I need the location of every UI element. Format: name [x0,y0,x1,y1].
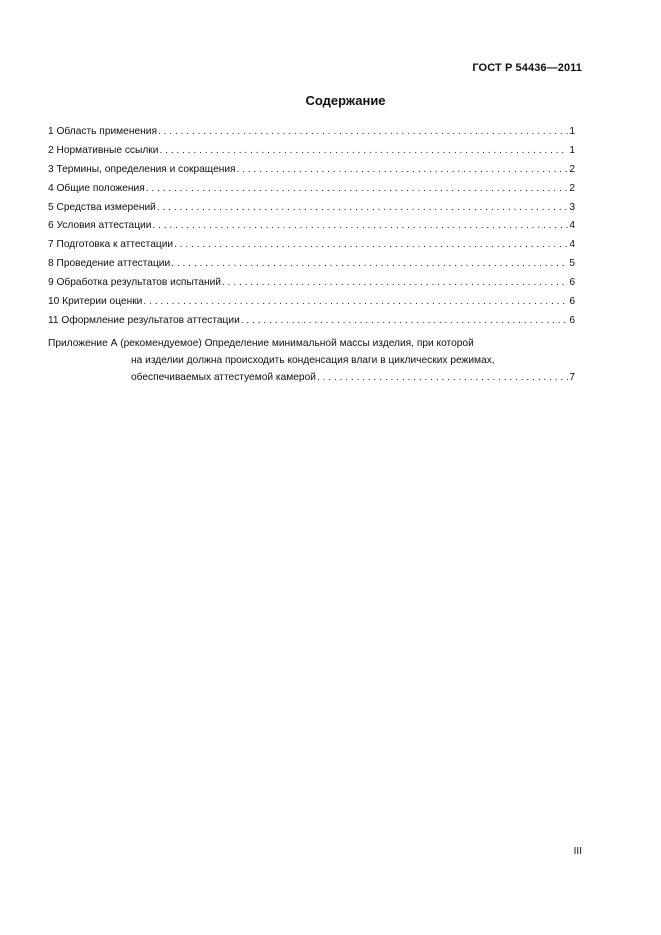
toc-item[interactable] [48,126,575,145]
dot-leader [157,202,568,213]
toc-item-label: 11 Оформление результатов аттестации [48,314,240,326]
toc-title: Содержание [305,93,386,108]
toc-item[interactable] [48,258,575,277]
toc-item-label: 10 Критерии оценки [48,296,143,308]
toc-item[interactable] [48,145,575,164]
toc-item-label: 6 Условия аттестации [48,220,152,232]
toc-item-label: 1 Область применения [48,126,157,137]
toc-item-page: 1 [569,144,575,156]
toc-item[interactable] [48,220,575,239]
toc-item-label: 2 Нормативные ссылки [48,144,159,156]
toc-item-page: 2 [569,182,575,194]
toc-item[interactable] [48,296,575,315]
toc-item-label: 4 Общие положения [48,182,145,194]
dot-leader [241,315,569,326]
toc-annex-title-line3: обеспечиваемых аттестуемой камерой [131,371,316,383]
dot-leader [222,277,568,288]
toc-item-page: 6 [569,314,575,326]
toc-item-label: 9 Обработка результатов испытаний [48,277,221,289]
toc-annex-page: 7 [569,371,575,383]
dot-leader [146,183,569,194]
toc-item-page: 2 [569,163,575,175]
toc-annex-last-line [48,369,575,386]
dot-leader [237,164,569,175]
toc-annex-title-line1: Приложение А (рекомендуемое) Определение минимальной массы изделия, при которой [48,337,474,349]
toc-item[interactable] [48,239,575,258]
toc-item-label: 8 Проведение аттестации [48,258,171,270]
toc-item-page: 6 [569,277,575,289]
toc-item-label: 7 Подготовка к аттестации [48,239,174,251]
dot-leader [143,296,568,307]
dot-leader [171,258,568,269]
toc-item-page: 5 [569,258,575,270]
toc-item[interactable] [48,277,575,296]
page-number: III [573,846,582,857]
toc-item[interactable] [48,164,575,183]
toc-item[interactable] [48,202,575,221]
toc-annex-title-line2: на изделии должна происходить конденсация влаги в циклических режимах, [131,354,495,366]
dot-leader [174,239,568,250]
toc-item-page: 3 [569,201,575,213]
toc-item-label: 5 Средства измерений [48,201,156,213]
toc-item-label: 3 Термины, определения и сокращения [48,163,236,175]
dot-leader [159,145,568,156]
toc-item[interactable] [48,183,575,202]
document-code: ГОСТ Р 54436—2011 [472,62,582,74]
dot-leader [152,220,568,231]
table-of-contents [48,126,575,386]
dot-leader [158,126,568,137]
toc-item-page: 4 [569,239,575,251]
toc-item-page: 1 [569,126,575,137]
toc-item[interactable] [48,315,575,334]
toc-annex-item[interactable] [48,335,575,386]
toc-item-page: 4 [569,220,575,232]
toc-item-page: 6 [569,296,575,308]
dot-leader [317,369,568,386]
